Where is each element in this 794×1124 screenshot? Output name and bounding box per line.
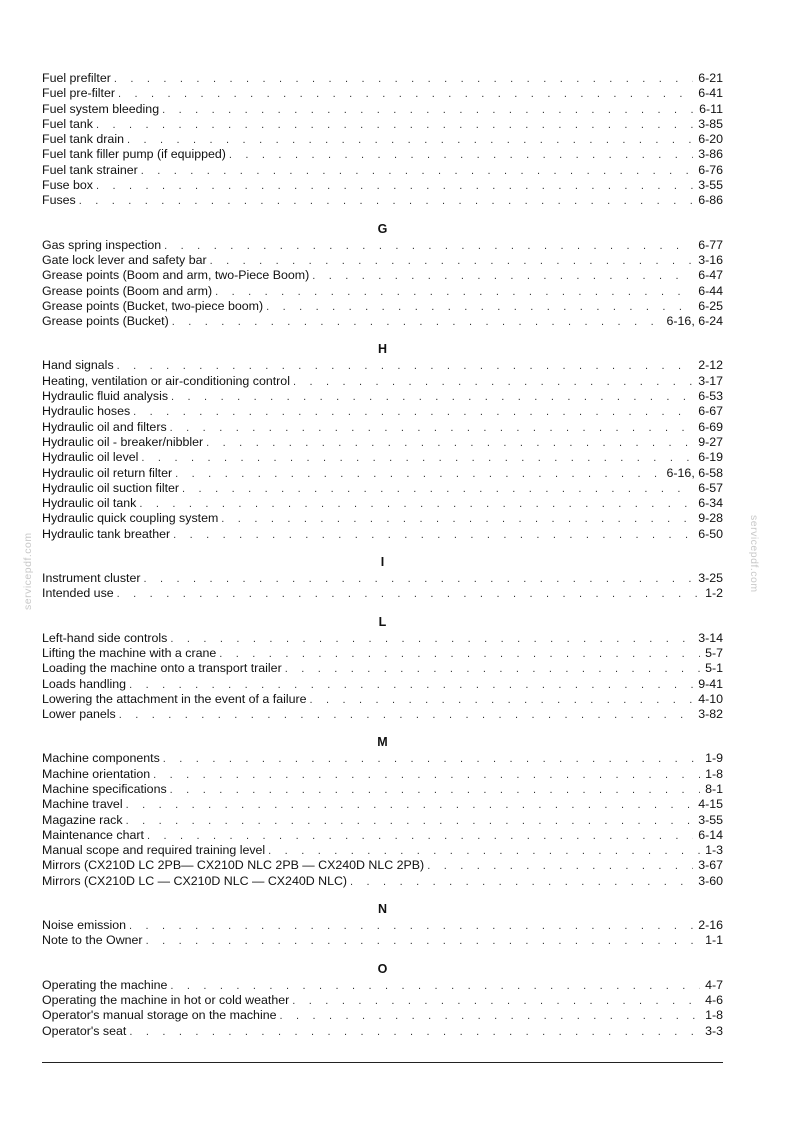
entry-title: Machine specifications	[42, 781, 167, 796]
index-entry[interactable]	[42, 193, 723, 208]
entry-page-ref: 3-85	[698, 116, 723, 131]
entry-page-ref: 6-14	[698, 827, 723, 842]
dot-leader	[96, 118, 693, 133]
dot-leader	[119, 708, 693, 723]
watermark-right: servicepdf.com	[748, 515, 760, 593]
entry-page-ref: 3-14	[698, 630, 723, 645]
index-entry[interactable]	[42, 314, 723, 329]
entry-title: Gate lock lever and safety bar	[42, 252, 207, 267]
entry-title: Hydraulic oil - breaker/nibbler	[42, 434, 204, 449]
dot-leader	[96, 179, 693, 194]
entry-page-ref: 1-8	[705, 1008, 723, 1023]
dot-leader	[129, 919, 693, 934]
index-section	[42, 71, 723, 209]
entry-title: Fuel tank	[42, 116, 93, 131]
entry-title: Grease points (Boom and arm)	[42, 283, 213, 298]
entry-title: Hydraulic oil tank	[42, 496, 137, 511]
entry-title: Machine components	[42, 751, 160, 766]
index-entry[interactable]	[42, 86, 723, 101]
dot-leader	[170, 632, 693, 647]
dot-leader	[164, 239, 693, 254]
section-letter-heading: M	[377, 735, 388, 750]
entry-title: Grease points (Bucket)	[42, 314, 169, 329]
index-entry[interactable]	[42, 450, 723, 465]
dot-leader	[215, 285, 693, 300]
entry-title: Fuel tank strainer	[42, 162, 138, 177]
dot-leader	[79, 194, 693, 209]
entry-page-ref: 9-41	[698, 676, 723, 691]
dot-leader	[117, 359, 694, 374]
entry-title: Fuses	[42, 193, 76, 208]
dot-leader	[221, 512, 693, 527]
entry-title: Lower panels	[42, 707, 116, 722]
entry-title: Fuel system bleeding	[42, 101, 160, 116]
index-entry[interactable]	[42, 571, 723, 586]
entry-title: Magazine rack	[42, 812, 123, 827]
index-entry[interactable]	[42, 299, 723, 314]
entry-page-ref: 6-47	[698, 268, 723, 283]
entry-title: Fuel tank filler pump (if equipped)	[42, 147, 226, 162]
index-entry[interactable]	[42, 374, 723, 389]
entry-page-ref: 6-21	[698, 71, 723, 85]
index-entry[interactable]	[42, 117, 723, 132]
index-entry[interactable]	[42, 147, 723, 162]
index-section	[42, 329, 723, 542]
index-entry[interactable]	[42, 918, 723, 933]
dot-leader	[175, 467, 661, 482]
dot-leader	[127, 133, 693, 148]
entry-title: Grease points (Boom and arm, two-Piece Boom)	[42, 268, 310, 283]
entry-page-ref: 8-1	[705, 781, 723, 796]
dot-leader	[268, 844, 700, 859]
dot-leader	[293, 375, 693, 390]
entry-title: Manual scope and required training level	[42, 843, 266, 858]
index-list	[42, 71, 723, 1039]
entry-page-ref: 6-44	[698, 283, 723, 298]
index-section	[42, 602, 723, 723]
index-entry[interactable]	[42, 481, 723, 496]
section-spacer	[42, 949, 723, 962]
entry-page-ref: 6-11	[699, 101, 723, 116]
entry-title: Operating the machine	[42, 977, 168, 992]
entry-page-ref: 3-82	[698, 707, 723, 722]
entry-title: Hydraulic fluid analysis	[42, 389, 169, 404]
entry-title: Left-hand side controls	[42, 630, 168, 645]
index-entry[interactable]	[42, 404, 723, 419]
dot-leader	[163, 752, 700, 767]
index-entry[interactable]	[42, 933, 723, 948]
section-letter-heading: L	[378, 614, 387, 629]
index-entry[interactable]	[42, 253, 723, 268]
entry-title: Hydraulic oil level	[42, 450, 139, 465]
entry-page-ref: 3-17	[698, 373, 723, 388]
entry-title: Note to the Owner	[42, 933, 143, 948]
entry-title: Maintenance chart	[42, 827, 144, 842]
entry-page-ref: 6-57	[698, 480, 723, 495]
entry-page-ref: 3-3	[705, 1023, 723, 1038]
entry-page-ref: 6-25	[698, 298, 723, 313]
entry-title: Gas spring inspection	[42, 237, 162, 252]
section-letter-heading: H	[377, 342, 388, 357]
dot-leader	[182, 482, 693, 497]
entry-title: Machine orientation	[42, 766, 151, 781]
entry-title: Lifting the machine with a crane	[42, 645, 217, 660]
entry-title: Loading the machine onto a transport trailer	[42, 661, 282, 676]
dot-leader	[170, 979, 700, 994]
entry-page-ref: 4-15	[698, 797, 723, 812]
dot-leader	[312, 269, 693, 284]
dot-leader	[170, 783, 700, 798]
entry-title: Fuse box	[42, 178, 93, 193]
entry-page-ref: 3-55	[698, 178, 723, 193]
dot-leader	[310, 693, 694, 708]
index-entry[interactable]	[42, 496, 723, 511]
index-section	[42, 889, 723, 949]
entry-page-ref: 6-76	[698, 162, 723, 177]
index-section	[42, 209, 723, 330]
index-entry[interactable]	[42, 527, 723, 542]
index-entry[interactable]	[42, 420, 723, 435]
entry-title: Loads handling	[42, 676, 127, 691]
dot-leader	[139, 497, 693, 512]
dot-leader	[292, 994, 700, 1009]
entry-page-ref: 3-67	[698, 858, 723, 873]
dot-leader	[143, 572, 693, 587]
index-entry[interactable]	[42, 511, 723, 526]
index-entry[interactable]	[42, 858, 723, 873]
entry-page-ref: 1-9	[705, 751, 723, 766]
entry-page-ref: 3-25	[698, 571, 723, 586]
entry-page-ref: 1-2	[705, 586, 723, 601]
index-entry[interactable]	[42, 813, 723, 828]
dot-leader	[141, 451, 693, 466]
entry-title: Hydraulic hoses	[42, 404, 131, 419]
dot-leader	[129, 678, 693, 693]
dot-leader	[146, 934, 701, 949]
dot-leader	[153, 768, 700, 783]
entry-page-ref: 3-16	[698, 252, 723, 267]
section-spacer	[42, 722, 723, 735]
entry-page-ref: 6-19	[698, 450, 723, 465]
dot-leader	[162, 103, 694, 118]
dot-leader	[173, 528, 693, 543]
entry-page-ref: 4-6	[705, 992, 723, 1007]
entry-title: Operator's seat	[42, 1023, 127, 1038]
index-entry[interactable]	[42, 661, 723, 676]
dot-leader	[114, 72, 693, 87]
entry-title: Hydraulic tank breather	[42, 526, 171, 541]
index-entry[interactable]	[42, 435, 723, 450]
section-spacer	[42, 542, 723, 555]
entry-page-ref: 1-3	[705, 843, 723, 858]
dot-leader	[171, 390, 693, 405]
index-section	[42, 542, 723, 602]
section-letter-heading: G	[377, 221, 388, 236]
entry-page-ref: 6-20	[698, 132, 723, 147]
entry-title: Operating the machine in hot or cold weather	[42, 992, 290, 1007]
index-entry[interactable]	[42, 874, 723, 889]
dot-leader	[147, 829, 693, 844]
dot-leader	[266, 300, 693, 315]
entry-title: Heating, ventilation or air-conditioning control	[42, 373, 290, 388]
entry-page-ref: 3-86	[698, 147, 723, 162]
index-entry[interactable]	[42, 178, 723, 193]
entry-page-ref: 4-10	[698, 691, 723, 706]
watermark-left: servicepdf.com	[22, 532, 34, 610]
index-entry[interactable]	[42, 238, 723, 253]
section-spacer	[42, 602, 723, 615]
dot-leader	[210, 254, 694, 269]
index-entry[interactable]	[42, 692, 723, 707]
dot-leader	[170, 421, 694, 436]
dot-leader	[117, 587, 700, 602]
entry-title: Mirrors (CX210D LC — CX210D NLC — CX240D NLC)	[42, 873, 348, 888]
index-entry[interactable]	[42, 586, 723, 601]
entry-title: Hydraulic oil suction filter	[42, 480, 180, 495]
entry-page-ref: 6-69	[698, 419, 723, 434]
entry-page-ref: 3-60	[698, 873, 723, 888]
section-spacer	[42, 209, 723, 222]
index-entry[interactable]	[42, 268, 723, 283]
index-entry[interactable]	[42, 843, 723, 858]
index-entry[interactable]	[42, 797, 723, 812]
dot-leader	[133, 405, 693, 420]
index-entry[interactable]	[42, 677, 723, 692]
dot-leader	[118, 87, 693, 102]
dot-leader	[172, 315, 662, 330]
entry-title: Instrument cluster	[42, 571, 141, 586]
index-entry[interactable]	[42, 767, 723, 782]
entry-title: Mirrors (CX210D LC 2PB— CX210D NLC 2PB — CX240D NLC 2PB)	[42, 858, 425, 873]
index-entry[interactable]	[42, 707, 723, 722]
entry-page-ref: 6-53	[698, 389, 723, 404]
dot-leader	[206, 436, 693, 451]
entry-page-ref: 6-50	[698, 526, 723, 541]
index-entry[interactable]	[42, 284, 723, 299]
index-entry[interactable]	[42, 1024, 723, 1039]
entry-title: Fuel tank drain	[42, 132, 124, 147]
entry-page-ref: 9-28	[698, 511, 723, 526]
index-entry[interactable]	[42, 466, 723, 481]
dot-leader	[427, 859, 693, 874]
entry-title: Fuel pre-filter	[42, 86, 115, 101]
dot-leader	[141, 164, 693, 179]
dot-leader	[279, 1009, 700, 1024]
index-entry[interactable]	[42, 631, 723, 646]
index-entry[interactable]	[42, 828, 723, 843]
index-entry[interactable]	[42, 782, 723, 797]
section-spacer	[42, 329, 723, 342]
entry-page-ref: 1-8	[705, 766, 723, 781]
entry-page-ref: 6-16, 6-24	[666, 314, 723, 329]
entry-page-ref: 2-16	[698, 918, 723, 933]
index-entry[interactable]	[42, 358, 723, 373]
entry-page-ref: 9-27	[698, 434, 723, 449]
index-entry[interactable]	[42, 163, 723, 178]
index-section	[42, 949, 723, 1039]
entry-title: Lowering the attachment in the event of a failure	[42, 691, 307, 706]
section-spacer	[42, 889, 723, 902]
index-entry[interactable]	[42, 102, 723, 117]
index-entry[interactable]	[42, 646, 723, 661]
footer-rule	[42, 1062, 723, 1063]
entry-title: Grease points (Bucket, two-piece boom)	[42, 298, 264, 313]
entry-page-ref: 1-1	[705, 933, 723, 948]
index-entry[interactable]	[42, 389, 723, 404]
entry-page-ref: 5-7	[705, 645, 723, 660]
entry-page-ref: 6-67	[698, 404, 723, 419]
entry-page-ref: 5-1	[705, 661, 723, 676]
entry-title: Machine travel	[42, 797, 123, 812]
section-letter-heading: N	[377, 902, 388, 917]
index-entry[interactable]	[42, 71, 723, 86]
entry-title: Hydraulic oil and filters	[42, 419, 167, 434]
index-entry[interactable]	[42, 978, 723, 993]
index-entry[interactable]	[42, 993, 723, 1008]
entry-title: Hand signals	[42, 358, 114, 373]
entry-page-ref: 6-41	[698, 86, 723, 101]
dot-leader	[219, 647, 700, 662]
dot-leader	[129, 1025, 700, 1040]
dot-leader	[126, 814, 694, 829]
section-letter-heading: I	[380, 555, 385, 570]
dot-leader	[126, 798, 694, 813]
entry-title: Hydraulic oil return filter	[42, 465, 173, 480]
section-letter-heading: O	[377, 961, 388, 976]
entry-title: Noise emission	[42, 918, 127, 933]
entry-page-ref: 2-12	[698, 358, 723, 373]
index-section	[42, 722, 723, 889]
index-entry[interactable]	[42, 1008, 723, 1023]
entry-title: Hydraulic quick coupling system	[42, 511, 219, 526]
entry-page-ref: 6-86	[698, 193, 723, 208]
index-entry[interactable]	[42, 751, 723, 766]
index-entry[interactable]	[42, 132, 723, 147]
dot-leader	[285, 662, 700, 677]
entry-page-ref: 3-55	[698, 812, 723, 827]
entry-title: Intended use	[42, 586, 114, 601]
entry-page-ref: 4-7	[705, 977, 723, 992]
dot-leader	[350, 875, 693, 890]
entry-title: Operator's manual storage on the machine	[42, 1008, 277, 1023]
entry-page-ref: 6-16, 6-58	[666, 465, 723, 480]
entry-page-ref: 6-77	[698, 237, 723, 252]
entry-page-ref: 6-34	[698, 496, 723, 511]
dot-leader	[229, 148, 693, 163]
entry-title: Fuel prefilter	[42, 71, 111, 85]
